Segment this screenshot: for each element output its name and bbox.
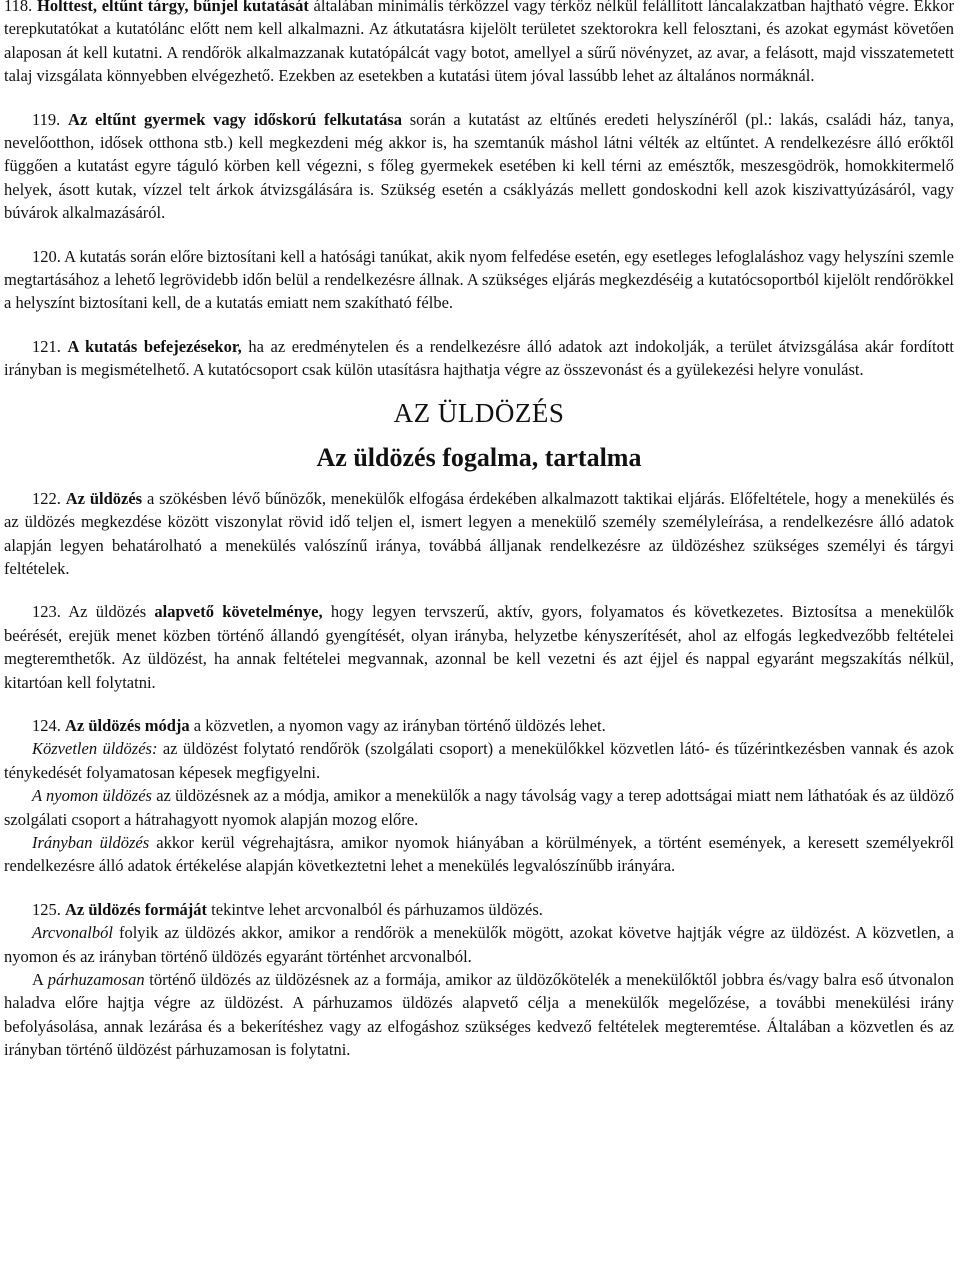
paragraph-text: során a kutatást az eltűnés eredeti helyszínéről (pl.: lakás, családi ház, tanya, nevelőotthon, idősek otthona stb.) kell megkezdeni még akkor is, ha szemtanúk máshol látni vélték az eltűntet. A rendelkezésre álló erőktől függően a kutatást egyre táguló körben kell végezni, s főleg gyermekek esetében ki kell térni az emésztők, meszesgödrök, homokkitermelő helyek, ásott kutak, vízzel telt árkok átvizsgálására is. Szükség esetén a csáklyázás mellett gondoskodni kell azok kiszivattyúzásáról, vagy búvárok alkalmazásáról. bbox=[4, 109, 955, 223]
term-text: folyik az üldözés akkor, amikor a rendőrök a menekülők mögött, azokat követve hajtják végre az üldözést. A közvetlen, a nyomon és az irányban történő üldözés egyaránt történhet arcvonalból. bbox=[4, 923, 954, 966]
paragraph-124-direct bbox=[4, 737, 954, 784]
term-text: történő üldözés az üldözésnek az a formája, amikor az üldözőkötelék a menekülőktől jobbra és/vagy balra eső útvonalon haladva előre hajtja végre az üldözést. A párhuzamos üldözés alapvető célja a menekülők megelőzése, a további menekülési irány befolyásolása, annak lezárása és a bekerítéshez vagy az elfogáshoz szükséges kedvező feltételek megteremtése. Általában a közvetlen és az irányban történő üldözést párhuzamosan is folytatni. bbox=[4, 970, 954, 1060]
term-label: Irányban üldözés bbox=[32, 832, 150, 852]
paragraph-123 bbox=[4, 600, 954, 694]
paragraph-number: 118. bbox=[4, 0, 33, 15]
paragraph-number: 123. bbox=[32, 602, 61, 622]
term-label: Közvetlen üldözés: bbox=[32, 739, 158, 759]
paragraph-124-direction bbox=[4, 831, 954, 878]
paragraph-number: 122. bbox=[32, 488, 61, 508]
paragraph-title: Holttest, eltűnt tárgy, bűnjel kutatását bbox=[36, 0, 309, 15]
paragraph-title: alapvető követelménye, bbox=[154, 602, 323, 622]
paragraph-text: A kutatás során előre biztosítani kell a hatósági tanúkat, akik nyom felfedése esetén, egy esetleges lefoglaláshoz vagy helyszíni szemle megtartásához a lehető legrövidebb időn belül a rendelkezésre állnak. A szükséges eljárás megkezdéséig a kutatócsoportból kijelölt rendőrökkel a helyszínt biztosítani kell, de a kutatás emiatt nem szakítható félbe. bbox=[4, 246, 954, 313]
paragraph-number: 119. bbox=[32, 109, 61, 129]
paragraph-title: Az üldözés módja bbox=[65, 715, 190, 735]
term-label: A nyomon üldözés bbox=[32, 786, 152, 806]
paragraph-text: a szökésben lévő bűnözők, menekülők elfogása érdekében alkalmazott taktikai eljárás. Előfeltétele, hogy a menekülés és az üldözés megkezdése között viszonylat rövid idő teljen el, ismert legyen a menekülő személy személyleírása, a rendelkezésre álló adatok alapján legyen behatárolható a menekülés valószínű iránya, továbbá álljanak rendelkezésre az üldözéshez szükséges személyi és tárgyi feltételek. bbox=[4, 488, 955, 578]
term-text: az üldözést folytató rendőrök (szolgálati csoport) a menekülőkkel közvetlen látó- és tűzérintkezésben vannak és azok ténykedését folyamatosan képesek megfigyelni. bbox=[4, 739, 955, 782]
paragraph-number: 121. bbox=[32, 336, 61, 356]
term-label: párhuzamosan bbox=[47, 970, 145, 989]
paragraph-121 bbox=[4, 335, 954, 382]
paragraph-text: általában minimális térközzel vagy térköz nélkül felállított láncalakzatban hajtható végre. Ekkor terepkutatókat a kutatólánc előtt nem kell alkalmazni. Az átkutatásra kijelölt területet szektorokra kell felosztani, és azokat egymást követően alaposan át kell kutatni. A rendőrök alkalmazzanak kutatópálcát vagy botot, amellyel a sűrű növényzet, az avar, a felásott, majd visszatemetett talaj vizsgálata könnyebben elvégezhető. Ezekben az esetekben a kutatási ütem jóval lassúbb lehet az általános normáknál. bbox=[4, 0, 954, 86]
paragraph-number: 120. bbox=[32, 246, 61, 266]
paragraph-124-trail bbox=[4, 784, 954, 831]
paragraph-125 bbox=[4, 898, 954, 921]
term-pre: A bbox=[32, 970, 48, 989]
paragraph-text: a közvetlen, a nyomon vagy az irányban történő üldözés lehet. bbox=[189, 715, 606, 735]
paragraph-118 bbox=[4, 0, 954, 88]
paragraph-120 bbox=[4, 245, 954, 315]
term-text: akkor kerül végrehajtásra, amikor nyomok hiányában a körülmények, a történt események, a keresett személyekről rendelkezésre álló adatok értékelése alapján következtetni lehet a menekülés legvalószínűbb irányára. bbox=[4, 832, 954, 876]
paragraph-125-front bbox=[4, 921, 954, 968]
term-label: Arcvonalból bbox=[32, 923, 113, 943]
paragraph-125-parallel bbox=[4, 968, 954, 1062]
section-title: AZ ÜLDÖZÉS bbox=[393, 397, 565, 428]
paragraph-title: A kutatás befejezésekor, bbox=[67, 336, 242, 356]
paragraph-text: tekintve lehet arcvonalból és párhuzamos üldözés. bbox=[207, 899, 543, 919]
paragraph-text: hogy legyen tervszerű, aktív, gyors, folyamatos és következetes. Biztosítsa a menekülők beérését, erejük menet közben történő állandó gyengítését, olyan irányba, helyzetbe kényszerítését, ahol az elfogás legkedvezőbb feltételei megteremthetők. Az üldözést, ha annak feltételei megvannak, azonnal be kell vezetni és azt éjjel és nappal egyaránt megszakítás nélkül, kitartóan kell folytatni. bbox=[4, 602, 954, 692]
paragraph-title: Az eltűnt gyermek vagy időskorú felkutatása bbox=[68, 109, 402, 129]
paragraph-number: 125. bbox=[32, 899, 61, 919]
paragraph-number: 124. bbox=[32, 715, 61, 735]
paragraph-124 bbox=[4, 714, 954, 737]
paragraph-122 bbox=[4, 487, 954, 581]
paragraph-title: Az üldözés formáját bbox=[65, 899, 208, 919]
subsection-title: Az üldözés fogalma, tartalma bbox=[316, 442, 642, 472]
paragraph-pre: Az üldözés bbox=[60, 602, 155, 622]
term-text: az üldözésnek az a módja, amikor a menekülők a nagy távolság vagy a terep adottságai miatt nem láthatóak és az üldöző szolgálati csoport a hátrahagyott nyomok alapján mozog előre. bbox=[4, 786, 954, 829]
paragraph-title: Az üldözés bbox=[65, 488, 143, 508]
paragraph-119 bbox=[4, 108, 954, 225]
paragraph-text: ha az eredménytelen és a rendelkezésre álló adatok azt indokolják, a terület átvizsgálása akár fordított irányban is megismételhető. A kutatócsoport csak külön utasításra hajthatja végre az összevonást és a gyülekezési helyre vonulást. bbox=[4, 336, 954, 380]
